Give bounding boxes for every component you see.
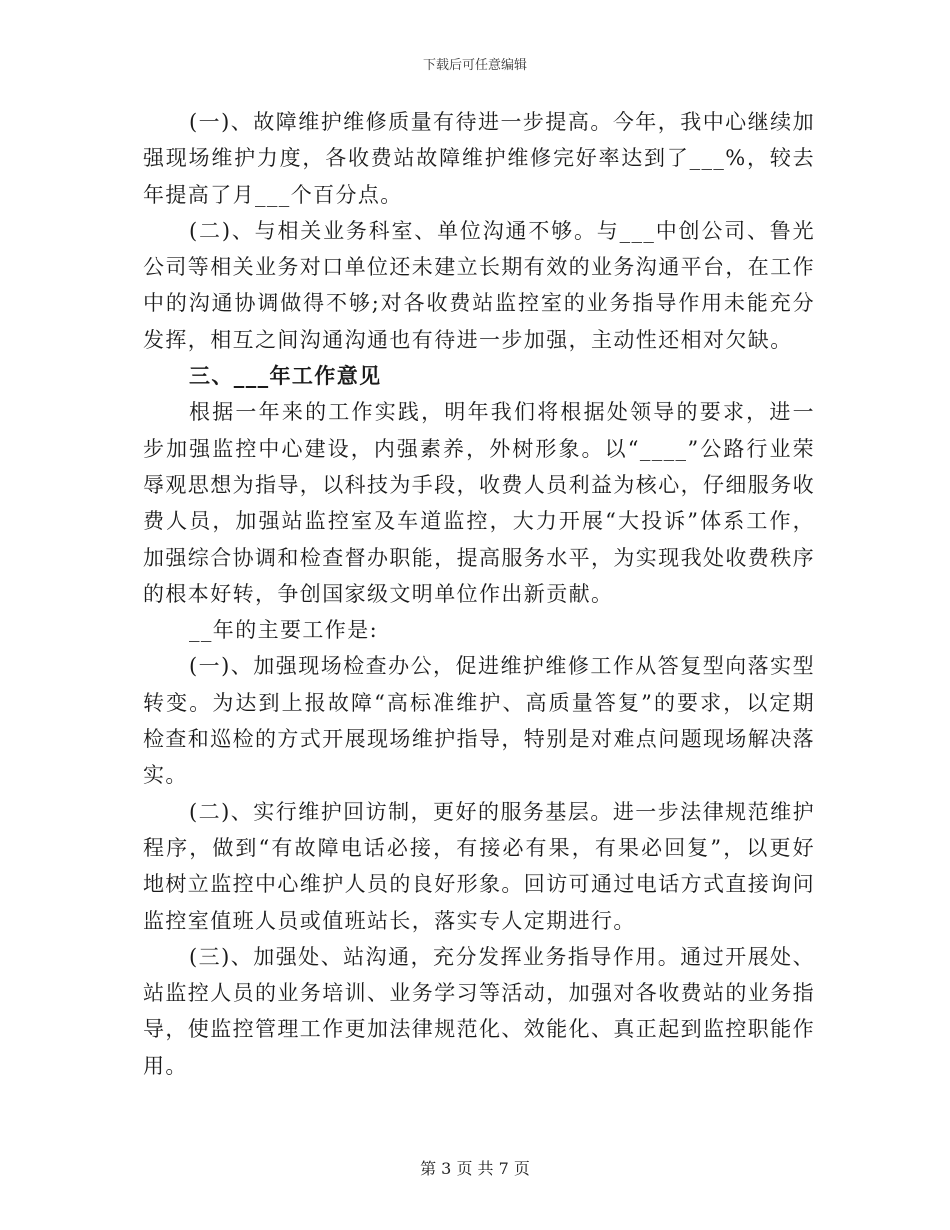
document-body bbox=[143, 104, 815, 1084]
paragraph-main-work-intro: __年的主要工作是: bbox=[189, 618, 379, 643]
page-header: 下载后可任意编辑 bbox=[422, 58, 527, 73]
paragraph-communication-insufficient: (二)、与相关业务科室、单位沟通不够。与___中创公司、鲁光公司等相关业务对口单位还未建立长期有效的业务沟通平台，在工作中的沟通协调做得不够;对各收费站监控室的业务指导作用未能充分发挥，相互之间沟通沟通也有待进一步加强，主动性还相对欠缺。 bbox=[143, 218, 815, 352]
page-number-footer: 第 3 页 共 7 页 bbox=[420, 1159, 530, 1178]
paragraph-fault-maintenance-quality: (一)、故障维护维修质量有待进一步提高。今年，我中心继续加强现场维护力度，各收费站故障维护维修完好率达到了___%，较去年提高了月___个百分点。 bbox=[143, 110, 815, 207]
paragraph-return-visit: (二)、实行维护回访制，更好的服务基层。进一步法律规范维护程序，做到“有故障电话必接，有接必有果，有果必回复”，以更好地树立监控中心维护人员的良好形象。回访可通过电话方式直接询问监控室值班人员或值班站长，落实专人定期进行。 bbox=[143, 799, 815, 933]
paragraph-work-practice: 根据一年来的工作实践，明年我们将根据处领导的要求，进一步加强监控中心建设，内强素养，外树形象。以“____”公路行业荣辱观思想为指导，以科技为手段，收费人员利益为核心，仔细服务收费人员，加强站监控室及车道监控，大力开展“大投诉”体系工作，加强综合协调和检查督办职能，提高服务水平，为实现我处收费秩序的根本好转，争创国家级文明单位作出新贡献。 bbox=[143, 400, 815, 606]
paragraph-station-communication: (三)、加强处、站沟通，充分发挥业务指导作用。通过开展处、站监控人员的业务培训、业务学习等活动，加强对各收费站的业务指导，使监控管理工作更加法律规范化、效能化、真正起到监控职能作用。 bbox=[143, 944, 815, 1078]
paragraph-onsite-inspection: (一)、加强现场检查办公，促进维护维修工作从答复型向落实型转变。为达到上报故障“高标准维护、高质量答复”的要求，以定期检查和巡检的方式开展现场维护指导，特别是对难点问题现场解决落实。 bbox=[143, 654, 815, 788]
section-heading-work-opinions: 三、___年工作意见 bbox=[189, 363, 382, 389]
